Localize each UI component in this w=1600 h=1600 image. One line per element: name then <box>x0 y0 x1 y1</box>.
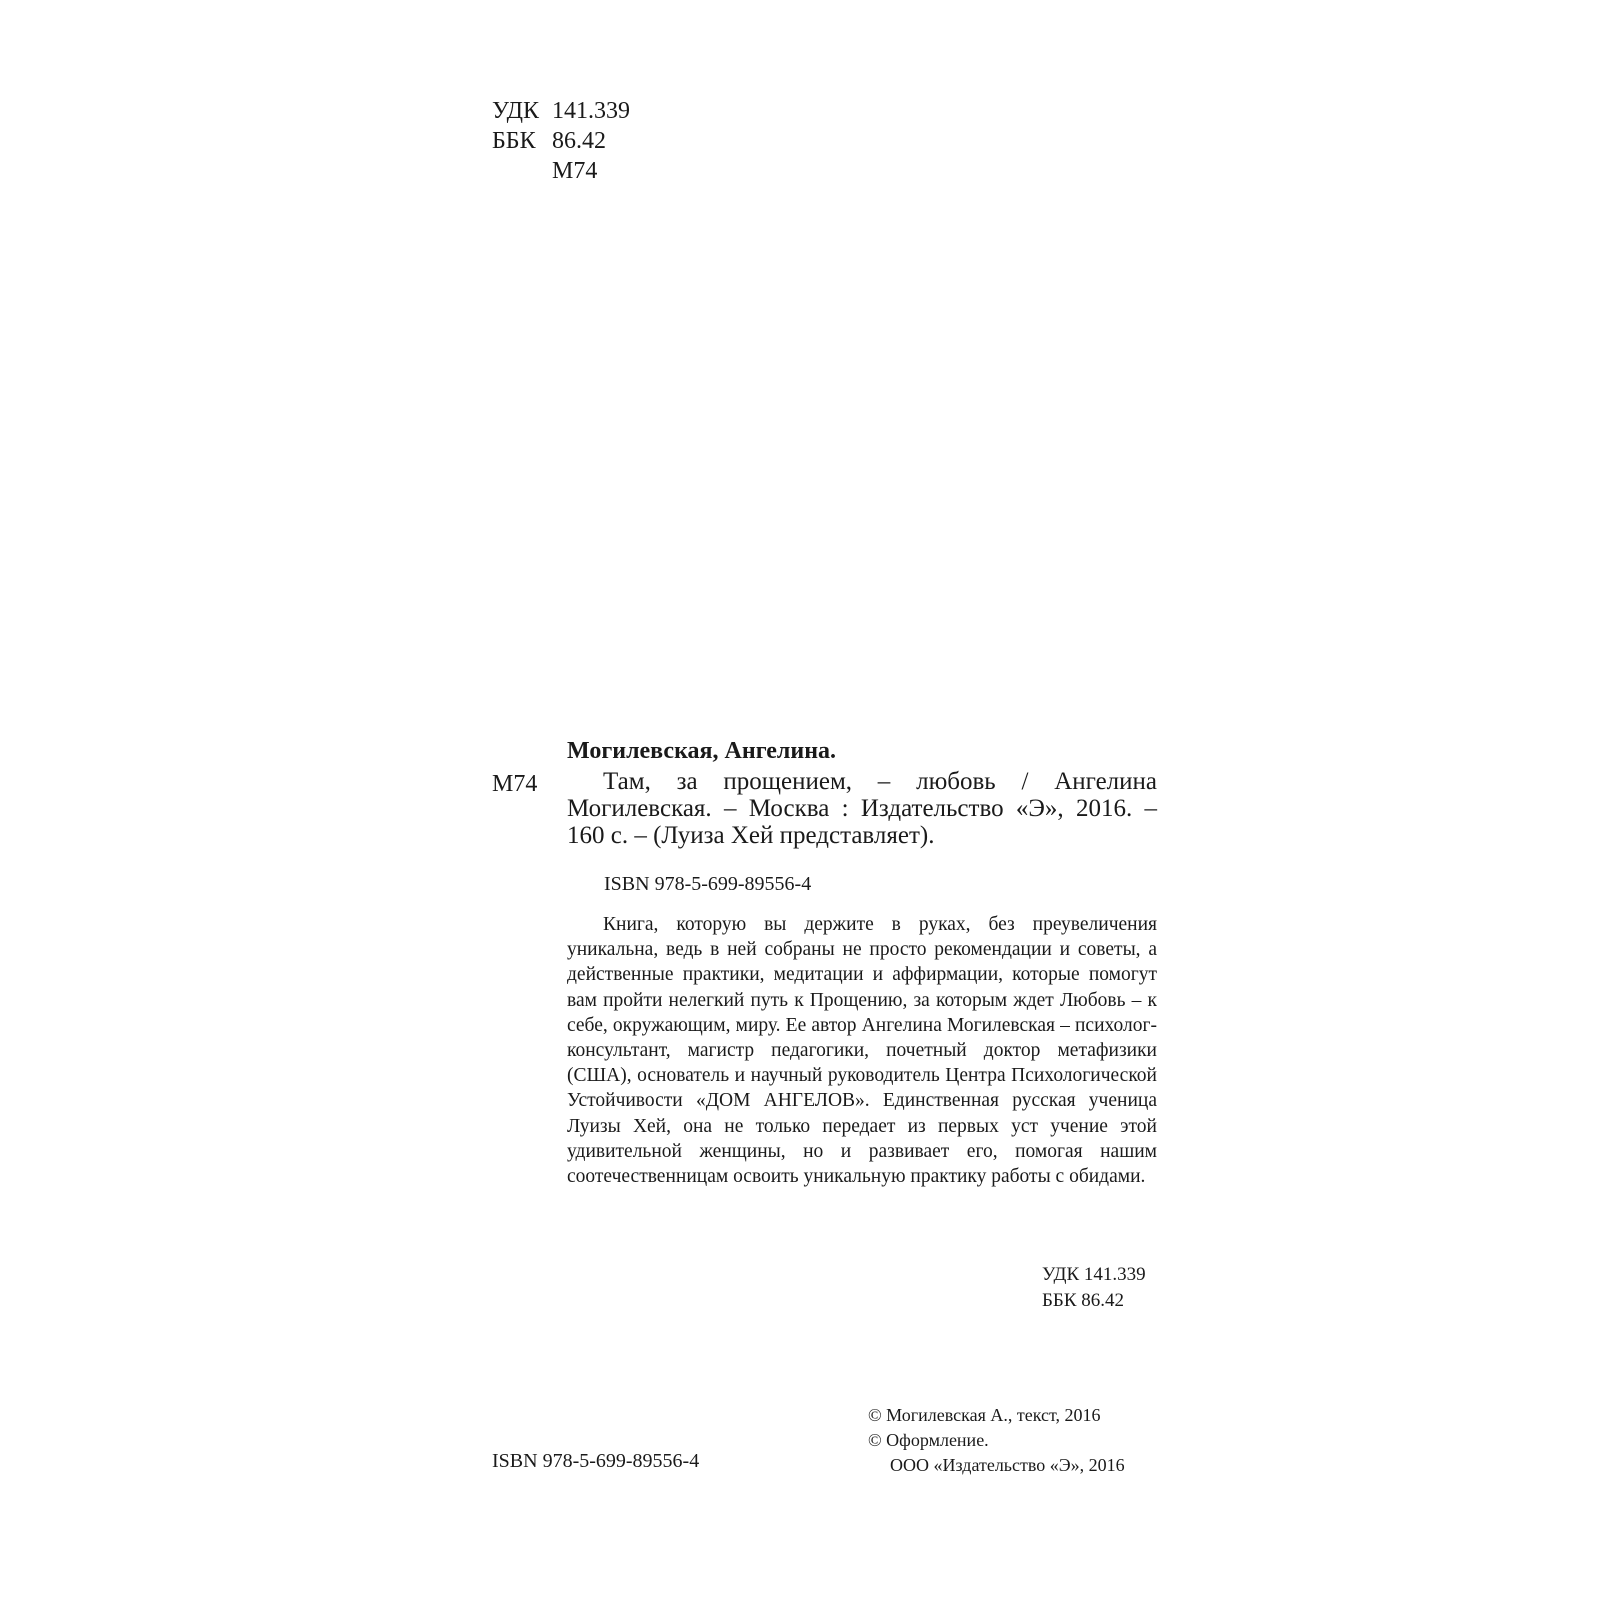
udk-label: УДК <box>492 98 539 124</box>
description-text: Там, за прощением, – любовь / Ангелина Могилевская. – Москва : Издательство «Э», 2016. – 160 с. – (Луиза Хей представляет). <box>567 768 1157 849</box>
author-heading: Могилевская, Ангелина. <box>567 738 837 764</box>
annotation-text: Книга, которую вы держите в руках, без преувеличения уникальна, ведь в ней собраны не просто рекомендации и советы, а действенные практики, медитации и аффирмации, которые помогут вам пройти нелегкий путь к Прощению, за которым ждет Любовь – к себе, окружающим, миру. Ее автор Ангелина Могилевская – психолог-консультант, магистр педагогики, почетный доктор метафизики (США), основатель и научный руководитель Центра Психологической Устойчивости «ДОМ АНГЕЛОВ». Единственная русская ученица Луизы Хей, она не только передает из первых уст учение этой удивительной женщины, но и развивает его, помогая нашим соотечественницам освоить уникальную практику работы с обидами. <box>567 914 1157 1188</box>
bbk-row <box>492 126 630 156</box>
author-sign-top: М74 <box>552 158 598 184</box>
isbn-record: ISBN 978-5-699-89556-4 <box>604 873 812 895</box>
bibliographic-description <box>567 768 1157 849</box>
bbk-bottom: ББК 86.42 <box>1042 1290 1124 1311</box>
udk-value: 141.339 <box>552 98 630 124</box>
bbk-label: ББК <box>492 128 536 154</box>
copyright-text: © Могилевская А., текст, 2016 <box>868 1405 1101 1425</box>
author-sign-side: М74 <box>492 771 538 797</box>
footer-isbn: ISBN 978-5-699-89556-4 <box>492 1450 700 1472</box>
udk-bottom: УДК 141.339 <box>1042 1264 1146 1285</box>
copyright-publisher: ООО «Издательство «Э», 2016 <box>890 1455 1125 1475</box>
udk-row <box>492 96 630 126</box>
copyright-block <box>868 1403 1125 1478</box>
bbk-value: 86.42 <box>552 128 606 154</box>
copyright-design: © Оформление. <box>868 1430 989 1450</box>
classification-codes-top <box>492 96 630 186</box>
classification-codes-bottom <box>1042 1262 1146 1314</box>
annotation-paragraph <box>567 912 1157 1189</box>
